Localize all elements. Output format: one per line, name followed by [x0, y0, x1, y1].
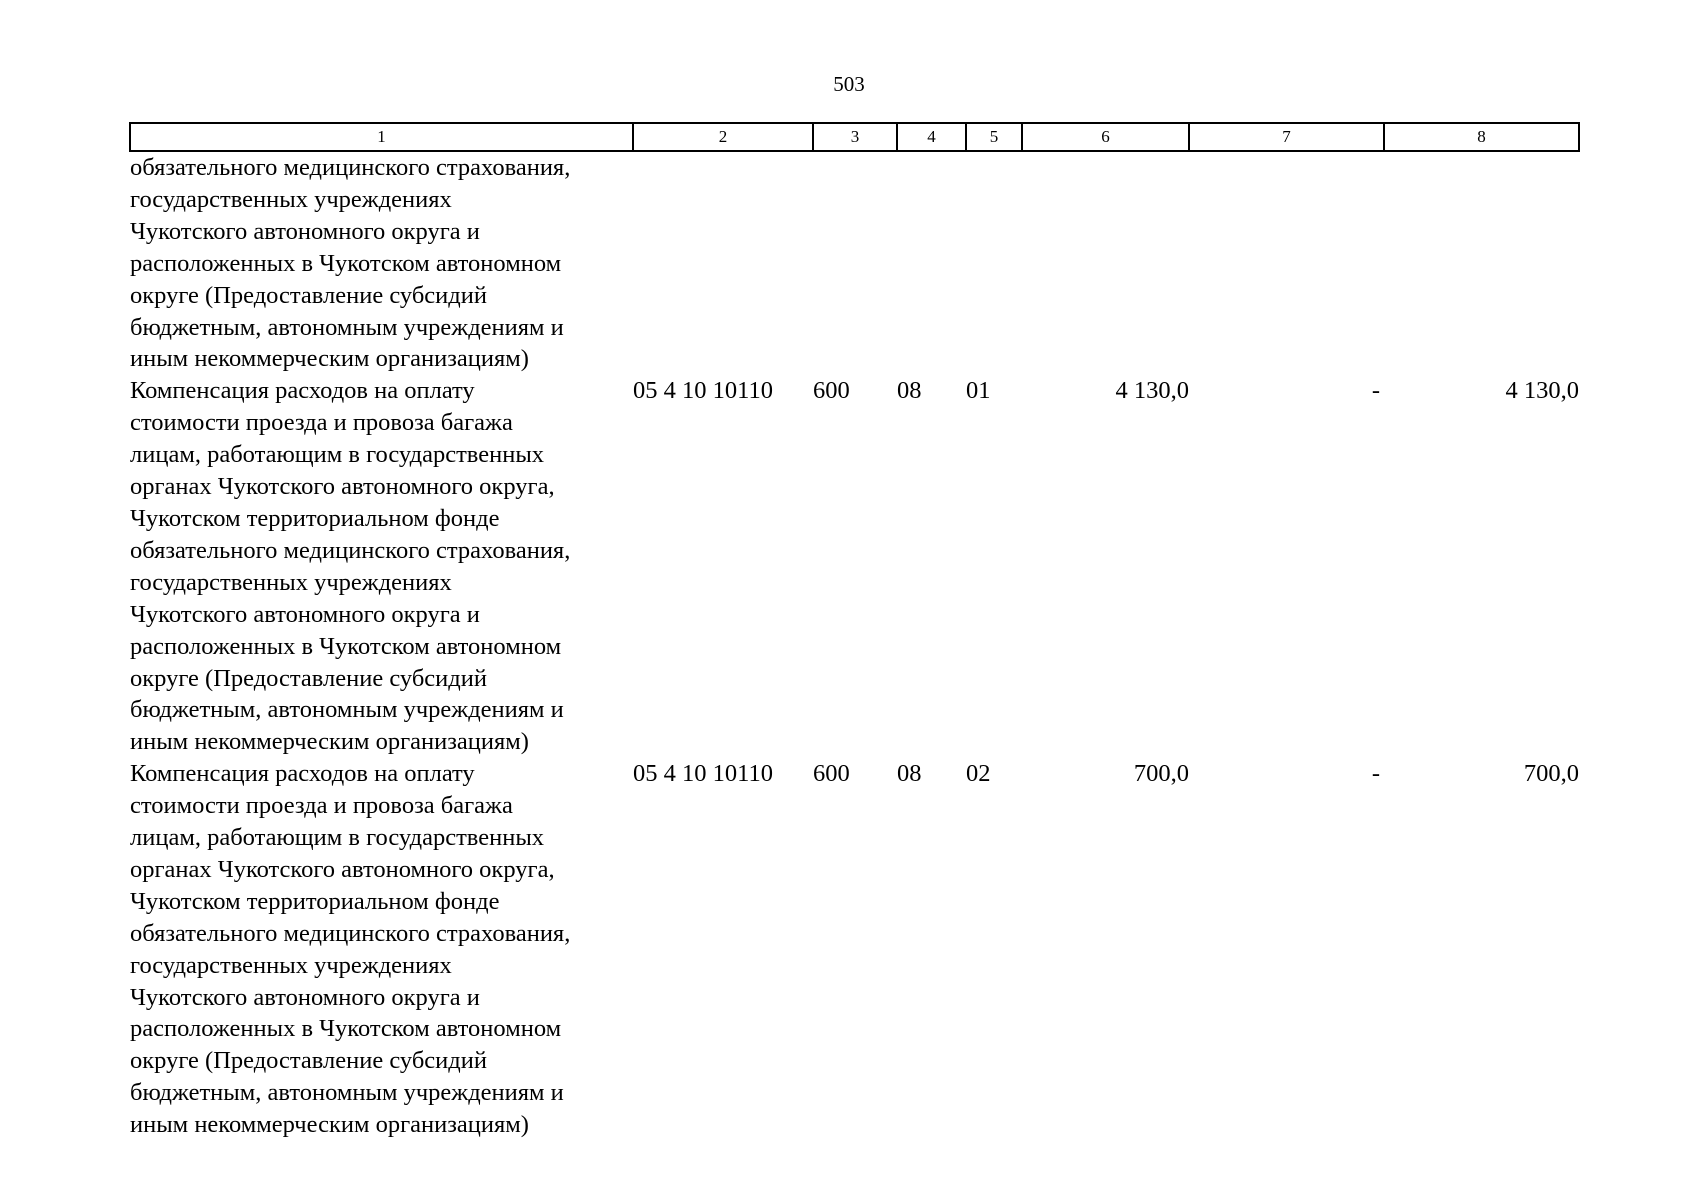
header-row: [130, 123, 1579, 151]
column-number-8: 8: [1384, 123, 1579, 151]
row-total: 700,0: [1523, 760, 1579, 788]
column-number-6: 6: [1022, 123, 1189, 151]
page-number: 503: [833, 72, 865, 96]
column-number-5: 5: [966, 123, 1022, 151]
row-expense-type: 600: [813, 377, 850, 405]
column-number-header: [130, 123, 1579, 151]
row-total: 4 130,0: [1505, 377, 1579, 405]
column-number-1: 1: [130, 123, 633, 151]
row-subsection: [966, 151, 1022, 375]
table-row: [130, 151, 1579, 375]
column-number-2: 2: [633, 123, 813, 151]
row-target-code: 05 4 10 10110: [633, 760, 773, 788]
table-row: [130, 375, 1579, 758]
row-description: обязательного медицинского страхования, государственных учреждениях Чукотского автономного округа и расположенных в Чукотском автономном округе (Предоставление субсидий бюджетным, автономным учреждениям и иным некоммерческим организациям): [130, 154, 571, 373]
row-change: -: [1371, 377, 1380, 405]
column-number-7: 7: [1189, 123, 1384, 151]
row-expense-type: [813, 151, 897, 375]
row-change: [1189, 151, 1384, 375]
row-amount: 4 130,0: [1115, 377, 1189, 405]
row-expense-type: 600: [813, 760, 850, 788]
column-number-3: 3: [813, 123, 897, 151]
row-section: 08: [897, 377, 922, 405]
table-row: [130, 758, 1579, 1141]
row-subsection: 02: [966, 760, 991, 788]
row-amount: [1022, 151, 1189, 375]
row-section: 08: [897, 760, 922, 788]
row-subsection: 01: [966, 377, 991, 405]
row-description: Компенсация расходов на оплату стоимости проезда и провоза багажа лицам, работающим в государственных органах Чукотского автономного округа, Чукотском территориальном фонде обязательного медицинского страхования, государственных учреждениях Чукотского автономного округа и расположенных в Чукотском автономном округе (Предоставление субсидий бюджетным, автономным учреждениям и иным некоммерческим организациям): [130, 377, 571, 756]
row-target-code: 05 4 10 10110: [633, 377, 773, 405]
row-description: Компенсация расходов на оплату стоимости проезда и провоза багажа лицам, работающим в государственных органах Чукотского автономного округа, Чукотском территориальном фонде обязательного медицинского страхования, государственных учреждениях Чукотского автономного округа и расположенных в Чукотском автономном округе (Предоставление субсидий бюджетным, автономным учреждениям и иным некоммерческим организациям): [130, 760, 571, 1139]
row-section: [897, 151, 966, 375]
row-amount: 700,0: [1133, 760, 1189, 788]
row-change: -: [1371, 760, 1380, 788]
column-number-4: 4: [897, 123, 966, 151]
budget-table: [129, 122, 1580, 1141]
row-target-code: [633, 151, 813, 375]
row-total: [1384, 151, 1579, 375]
